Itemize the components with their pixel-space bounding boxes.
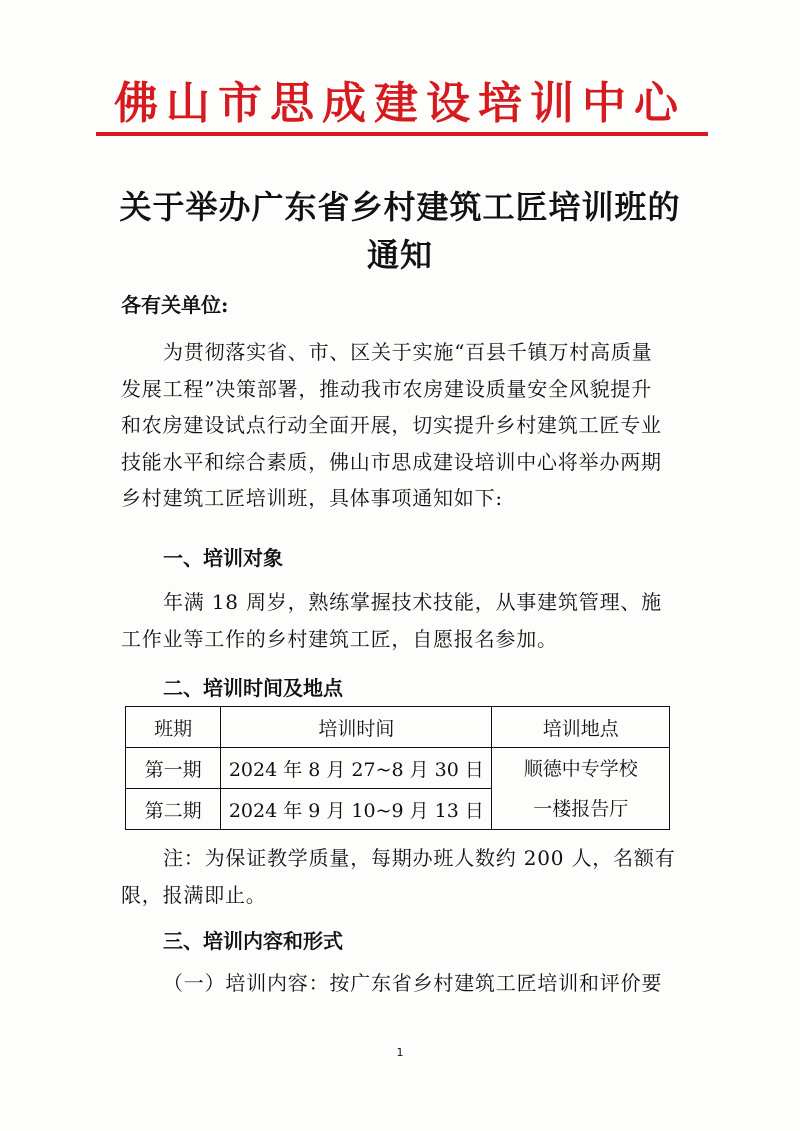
section-1-line: 工作业等工作的乡村建筑工匠，自愿报名参加。 [121, 626, 558, 651]
session-cell: 第一期 [126, 748, 221, 789]
section-3-paragraph [121, 965, 681, 1002]
intro-paragraph [121, 334, 681, 517]
table-header-row [126, 707, 670, 748]
schedule-table [125, 706, 670, 830]
intro-line: 发展工程”决策部署，推动我市农房建设质量安全风貌提升 [121, 376, 653, 401]
location-line-2: 一楼报告厅 [533, 797, 629, 820]
section-1-line: 年满 18 周岁，熟练掌握技术技能，从事建筑管理、施 [163, 590, 662, 614]
section-3-line: （一）培训内容：按广东省乡村建筑工匠培训和评价要 [163, 971, 663, 995]
intro-line: 乡村建筑工匠培训班，具体事项通知如下: [121, 486, 503, 510]
intro-line: 为贯彻落实省、市、区关于实施“百县千镇万村高质量 [163, 340, 653, 364]
note-paragraph [121, 840, 681, 913]
location-cell [492, 748, 670, 830]
notice-title [100, 183, 700, 279]
section-heading-1: 一、培训对象 [163, 546, 283, 570]
location-line-1: 顺德中专学校 [523, 757, 638, 780]
intro-line: 技能水平和综合素质，佛山市思成建设培训中心将举办两期 [121, 449, 662, 474]
table-header-cell: 培训地点 [492, 707, 670, 748]
note-line: 注：为保证教学质量，每期办班人数约 200 人，名额有 [163, 846, 676, 870]
notice-title-line-1: 关于举办广东省乡村建筑工匠培训班的 [119, 188, 681, 226]
section-1-paragraph [121, 584, 681, 657]
time-cell: 2024 年 8 月 27~8 月 30 日 [221, 748, 492, 789]
time-cell: 2024 年 9 月 10~9 月 13 日 [221, 789, 492, 830]
section-heading-3: 三、培训内容和形式 [163, 929, 343, 953]
org-letterhead-title: 佛山市思成建设培训中心 [114, 78, 686, 129]
section-heading-2: 二、培训时间及地点 [163, 676, 343, 700]
salutation: 各有关单位: [121, 293, 229, 317]
letterhead-red-rule [96, 132, 708, 136]
table-header-cell: 培训时间 [221, 707, 492, 748]
table-header-cell: 班期 [126, 707, 221, 748]
notice-title-line-2: 通知 [366, 236, 433, 274]
session-cell: 第二期 [126, 789, 221, 830]
note-line: 限，报满即止。 [121, 882, 267, 907]
page-number: 1 [396, 1046, 404, 1059]
intro-line: 和农房建设试点行动全面开展，切实提升乡村建筑工匠专业 [121, 413, 662, 437]
table-row [126, 748, 670, 789]
